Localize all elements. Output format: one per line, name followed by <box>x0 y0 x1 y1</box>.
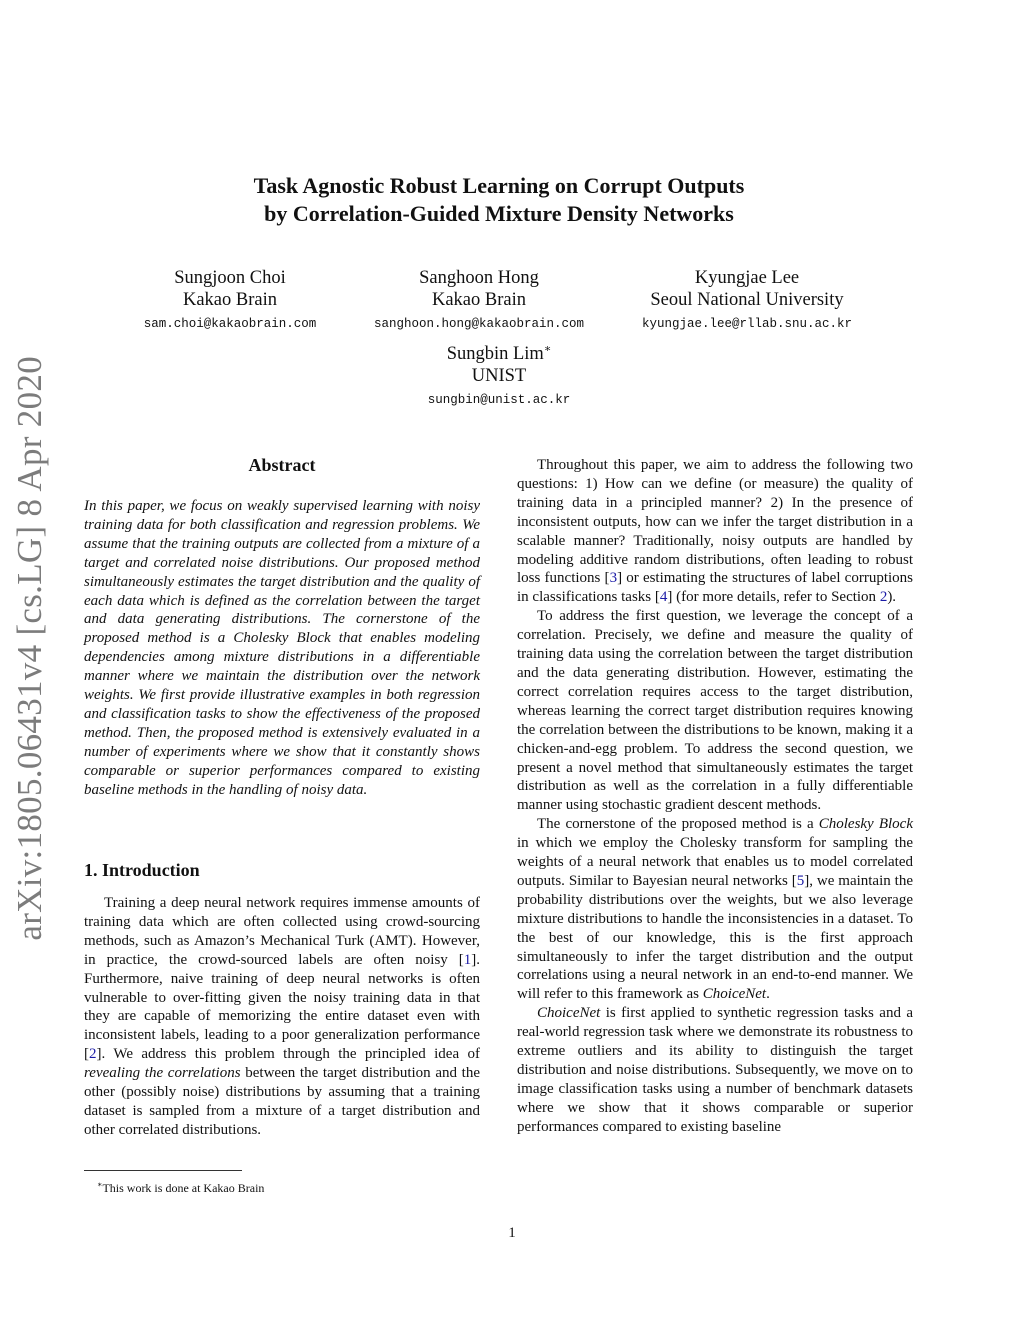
author-block-4 <box>399 343 599 411</box>
citation-link[interactable]: 4 <box>659 589 668 606</box>
footnote: ∗This work is done at Kakao Brain <box>97 1180 265 1195</box>
citation-link[interactable]: 3 <box>609 570 618 587</box>
author-block-2 <box>354 267 604 335</box>
author-footnote-mark: ∗ <box>543 342 552 355</box>
title-line-2: by Correlation-Guided Mixture Density Networks <box>264 201 734 226</box>
paragraph: The cornerstone of the proposed method is a Cholesky Block in which we employ the Cholesky transform for sampling the weights of a neural network that enables us to model correlated outputs. Similar to Bayesian neural networks [5], we maintain the probability distributions over the weights, but we also leverage mixture distributions to handle the inconsistencies in a dataset. To the best of our knowledge, this is the first approach simultaneously to infer the target distribution and the output correlations using a neural network in an end-to-end manner. We will refer to this framework as ChoiceNet. <box>517 816 913 1003</box>
author-email[interactable]: sanghoon.hong@kakaobrain.com <box>373 317 585 331</box>
paragraph: Throughout this paper, we aim to address the following two questions: 1) How can we define (or measure) the quality of training data in a principled manner? 2) In the presence of inconsistent outputs, how can we infer the target distribution in a scalable manner? Traditionally, noisy outputs are handled by modeling additive random distributions, often leading to robust loss functions [3] or estimating the structures of label corruptions in classifications tasks [4] (for more details, refer to Section 2). <box>517 457 913 606</box>
author-email[interactable]: sam.choi@kakaobrain.com <box>143 317 317 331</box>
arxiv-id: arXiv:1805.06431v4 [cs.LG] 8 Apr 2020 <box>10 355 49 941</box>
author-affiliation: UNIST <box>471 366 527 386</box>
author-block-1 <box>130 267 330 335</box>
abstract-heading: Abstract <box>248 455 316 475</box>
section-link[interactable]: 2 <box>879 589 888 606</box>
paper-title <box>100 172 898 228</box>
author-name: Sungbin Lim∗ <box>446 342 552 364</box>
author-name: Kyungjae Lee <box>694 268 800 288</box>
citation-link[interactable]: 5 <box>796 872 805 889</box>
author-name: Sungjoon Choi <box>174 268 286 288</box>
author-affiliation: Kakao Brain <box>182 290 277 310</box>
author-email[interactable]: sungbin@unist.ac.kr <box>427 393 571 407</box>
title-line-1: Task Agnostic Robust Learning on Corrupt Outputs <box>253 173 745 198</box>
abstract-text: In this paper, we focus on weakly supervised learning with noisy training data for both classification and regression problems. We assume that the training outputs are collected from a mixture of a target and correlated noise distributions. Our proposed method simultaneously estimates the target distribution and the quality of each data which is defined as the correlation between the target and data generating distributions. The cornerstone of the proposed method is a Cholesky Block that enables modeling dependencies among mixture distributions in a differentiable manner where we maintain the distribution over the network weights. We first provide illustrative examples in both regression and classification tasks to show the effectiveness of the proposed method. Then, the proposed method is extensively evaluated in a number of experiments where we show that it constantly shows comparable or superior performances compared to existing baseline methods in the handling of noisy data. <box>84 498 480 798</box>
author-block-3 <box>620 267 874 335</box>
author-email[interactable]: kyungjae.lee@rllab.snu.ac.kr <box>641 317 853 331</box>
intro-paragraph: Training a deep neural network requires immense amounts of training data which are often collected using crowd-sourcing methods, such as Amazon’s Mechanical Turk (AMT). However, in practice, the crowd-sourced labels are often noisy [1]. Furthermore, naive training of deep neural networks is often vulnerable to over-fitting given the noisy training data in that they are capable of memorizing the entire dataset even with inconsistent labels, leading to a poor generalization performance [2]. We address this problem through the principled idea of revealing the correlations between the target distribution and the other (possibly noise) distributions by assuming that a training dataset is sampled from a mixture of a target distribution and other correlated distributions. <box>84 895 481 1138</box>
author-affiliation: Kakao Brain <box>431 290 526 310</box>
arxiv-sidebar-stamp <box>2 355 58 941</box>
author-affiliation: Seoul National University <box>650 290 844 310</box>
section-heading-introduction: 1. Introduction <box>84 860 200 880</box>
footnote-divider <box>84 1170 242 1171</box>
author-name: Sanghoon Hong <box>419 268 539 288</box>
citation-link[interactable]: 1 <box>463 951 472 968</box>
citation-link[interactable]: 2 <box>89 1046 97 1063</box>
right-column <box>517 456 913 1137</box>
paragraph: ChoiceNet is first applied to synthetic regression tasks and a real-world regression task where we demonstrate its robustness to extreme outliers and its ability to distinguish the target distribution and noise distributions. Subsequently, we move on to image classification tasks using a number of benchmark datasets where we show that it shows comparable or superior performances compared to existing baseline <box>517 1005 913 1135</box>
paragraph: To address the first question, we leverage the concept of a correlation. Precisely, we define and measure the quality of training data using the correlation between the target distribution and the data generating distribution. However, estimating the correct correlation requires access to the target distribution, whereas learning the correct target distribution requires knowing the correlation between the distributions to be known, making it a chicken-and-egg problem. To address the second question, we present a novel method that simultaneously estimates the target distribution as well as the correlation in a fully differentiable manner using stochastic gradient descent methods. <box>517 608 913 814</box>
page-number: 1 <box>508 1225 516 1241</box>
